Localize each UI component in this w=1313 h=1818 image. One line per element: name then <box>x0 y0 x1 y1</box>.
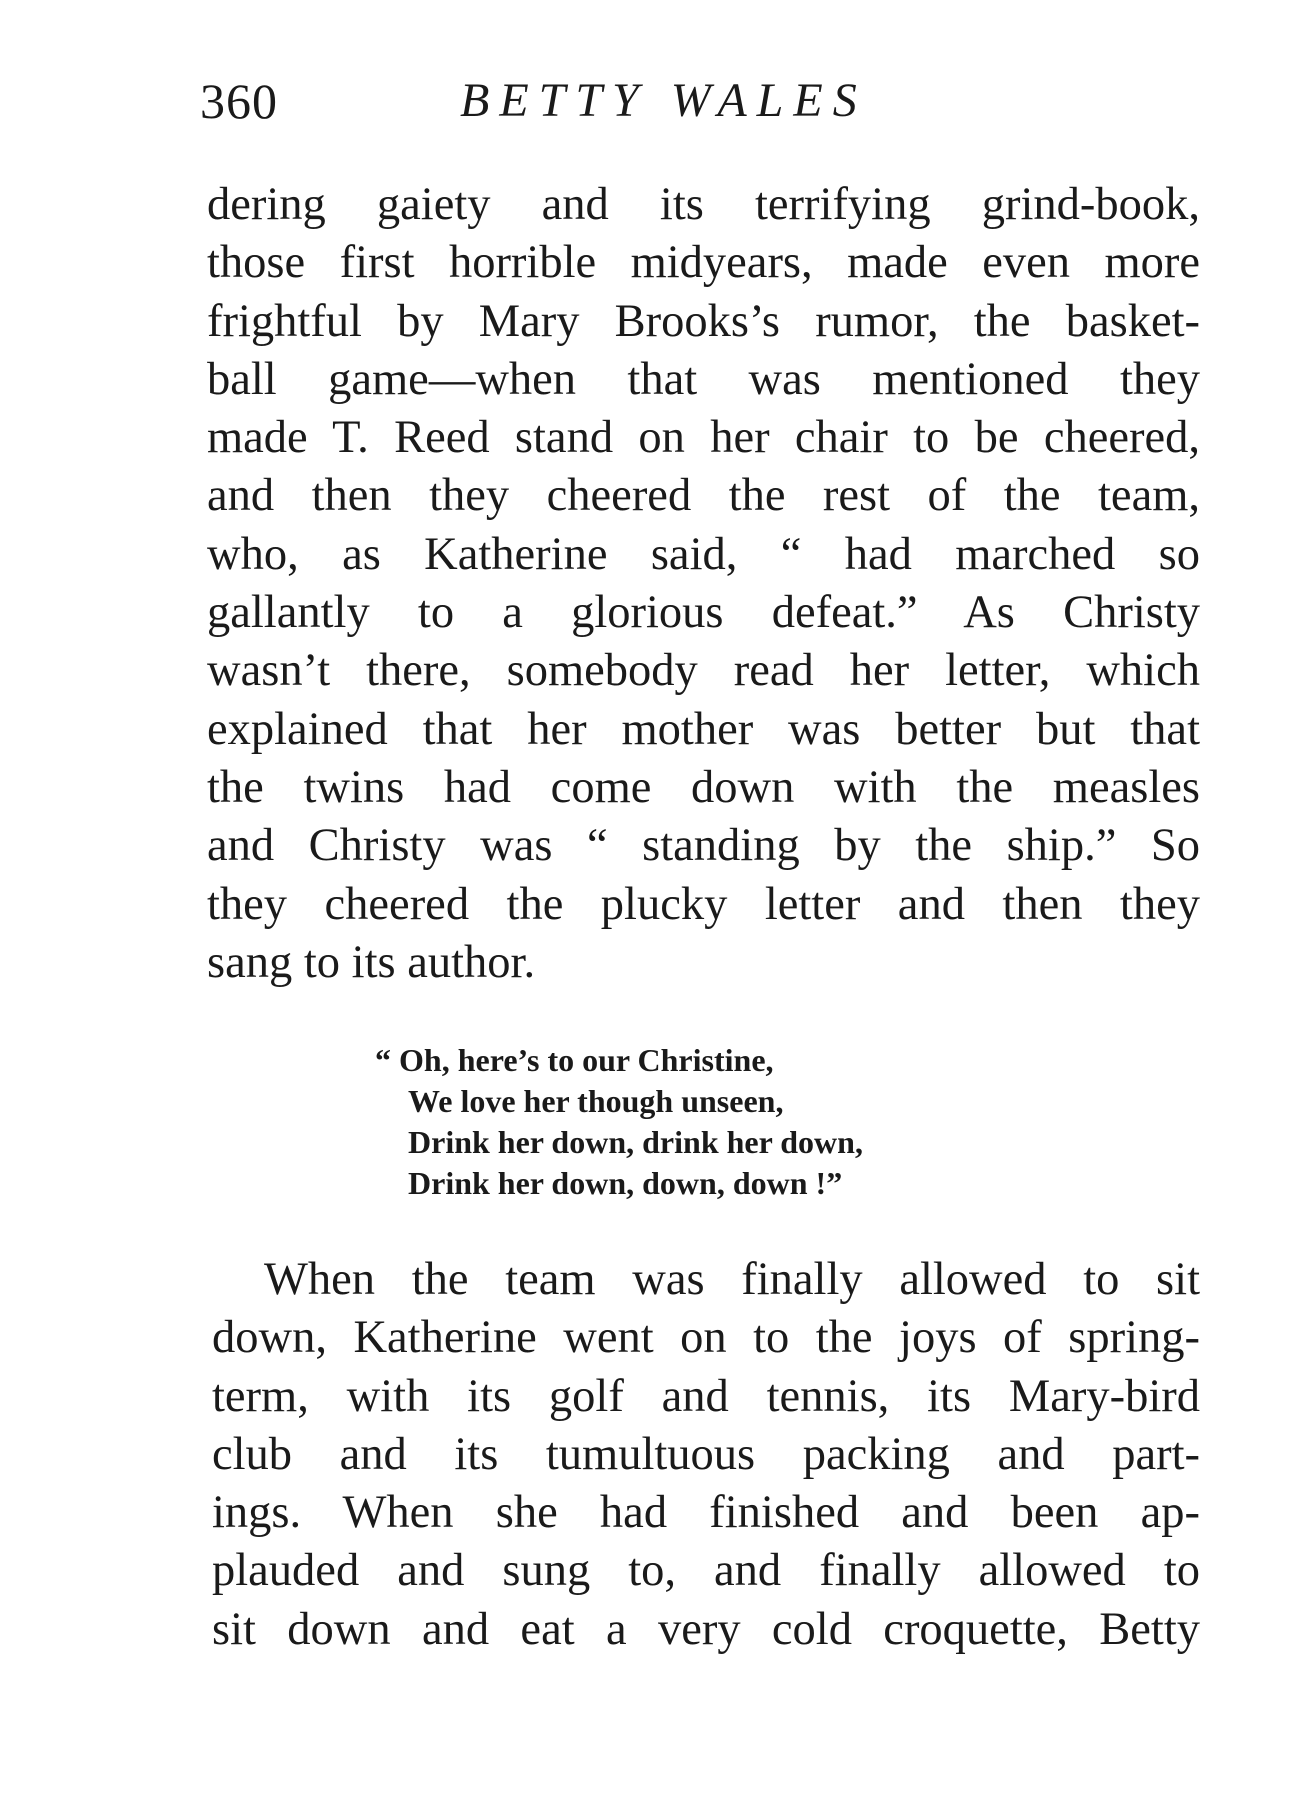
text-line: ings. When she had finished and been ap- <box>212 1487 1200 1539</box>
text-line: and then they cheered the rest of the team, <box>207 470 1200 522</box>
paragraph-2 <box>212 1251 1200 1659</box>
text-line: explained that her mother was better but that <box>207 703 1200 755</box>
verse-line: “ Oh, here’s to our Christine, <box>375 1042 774 1078</box>
verse-block <box>375 1040 863 1204</box>
text-line: made T. Reed stand on her chair to be cheered, <box>207 412 1200 464</box>
verse-line: We love her though unseen, <box>408 1083 784 1119</box>
text-line: wasn’t there, somebody read her letter, which <box>207 645 1200 697</box>
text-line: who, as Katherine said, “ had marched so <box>207 528 1200 580</box>
text-line: term, with its golf and tennis, its Mary-bird <box>212 1370 1200 1422</box>
text-line: When the team was finally allowed to sit <box>264 1254 1200 1305</box>
text-line: sit down and eat a very cold croquette, Betty <box>212 1603 1200 1655</box>
text-line: they cheered the plucky letter and then they <box>207 878 1200 930</box>
text-line: club and its tumultuous packing and part- <box>212 1428 1200 1480</box>
text-line: frightful by Mary Brooks’s rumor, the basket- <box>207 295 1200 347</box>
text-line: ball game—when that was mentioned they <box>207 353 1200 405</box>
text-line: dering gaiety and its terrifying grind-book, <box>207 179 1200 230</box>
paragraph-1 <box>207 176 1200 992</box>
text-line: those first horrible midyears, made even more <box>207 237 1200 289</box>
running-title: BETTY WALES <box>460 74 867 127</box>
text-line: plauded and sung to, and finally allowed to <box>212 1545 1200 1597</box>
verse-line: Drink her down, down, down !” <box>408 1165 843 1201</box>
text-line: gallantly to a glorious defeat.” As Christy <box>207 587 1200 639</box>
text-line: the twins had come down with the measles <box>207 761 1200 813</box>
verse-line: Drink her down, drink her down, <box>408 1124 863 1160</box>
running-head <box>200 66 1200 136</box>
page-number: 360 <box>200 73 278 129</box>
text-line: and Christy was “ standing by the ship.” So <box>207 820 1200 872</box>
text-line: down, Katherine went on to the joys of spring- <box>212 1312 1200 1364</box>
text-line: sang to its author. <box>207 936 536 988</box>
